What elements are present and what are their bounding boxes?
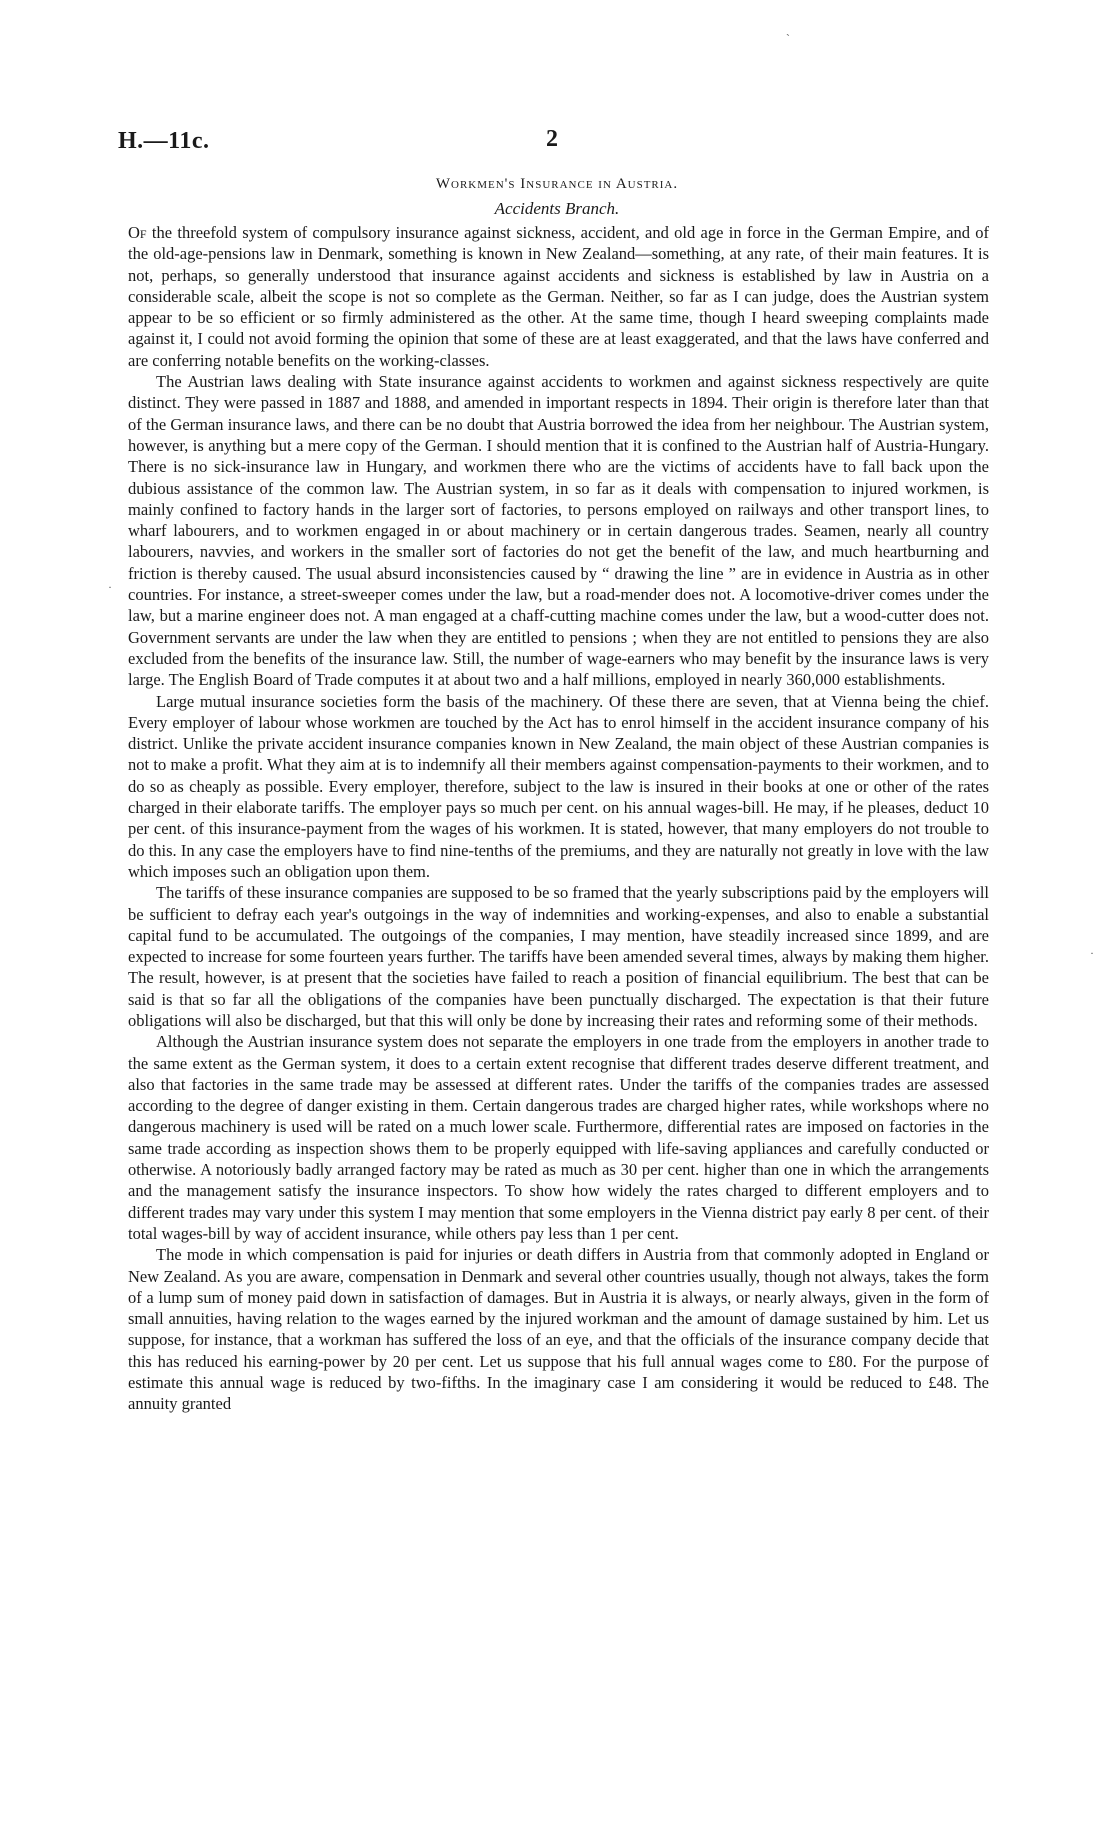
- paragraph: [128, 222, 989, 371]
- scan-mark: ˴: [786, 26, 790, 40]
- paragraph: Large mutual insurance societies form the basis of the machinery. Of these there are seven, that at Vienna being the chief. Every employer of labour whose workmen are touched by the Act has to enrol himself in the accident insurance company of his district. Unlike the private accident insurance companies known in New Zealand, the main object of these Austrian companies is not to make a profit. What they aim at is to indemnify all their members against compensation-payments to their workmen, and to do so as cheaply as possible. Every employer, therefore, subject to the law is insured in their books at one or other of the rates charged in their elaborate tariffs. The employer pays so much per cent. on his annual wages-bill. He may, if he pleases, deduct 10 per cent. of this insurance-payment from the wages of his workmen. It is stated, however, that many employers do not trouble to do this. In any case the employers have to find nine-tenths of the premiums, and they are naturally not greatly in love with the law which imposes such an obligation upon them.: [128, 691, 989, 881]
- paragraph: The mode in which compensation is paid for injuries or death differs in Austria from that commonly adopted in England or New Zealand. As you are aware, compensation in Denmark and several other countries usually, though not always, takes the form of a lump sum of money paid down in satisfaction of damages. But in Austria it is always, or nearly always, given in the form of small annuities, having relation to the wages earned by the injured workman and the amount of damage sustained by him. Let us suppose, for instance, that a workman has suffered the loss of an eye, and that the officials of the insurance company decide that this has reduced his earning-power by 20 per cent. Let us suppose that his full annual wages come to £80. For the purpose of estimate this annual wage is reduced by two-fifths. In the imaginary case I am considering it would be reduced to £48. The annuity granted: [128, 1245, 989, 1414]
- paragraph: The Austrian laws dealing with State insurance against accidents to workmen and against sickness respectively are quite distinct. They were passed in 1887 and 1888, and amended in important respects in 1894. Their origin is therefore later than that of the German insurance laws, and there can be no doubt that Austria borrowed the idea from her neighbour. The Austrian system, however, is anything but a mere copy of the German. I should mention that it is confined to the Austrian half of Austria-Hungary. There is no sick-insurance law in Hungary, and workmen there who are the victims of accidents have to fall back upon the dubious assistance of the common law. The Austrian system, in so far as it deals with compensation to injured workmen, is mainly confined to factory hands in the larger sort of factories, to persons employed on railways and other transport lines, to wharf labourers, and to workmen engaged in or about machinery or in certain dangerous trades. Seamen, nearly all country labourers, navvies, and workers in the smaller sort of factories do not get the benefit of the law, and much heartburning and friction is thereby caused. The usual absurd inconsistencies caused by “ drawing the line ” are in evidence in Austria as in other countries. For instance, a street-sweeper comes under the law, but a road-mender does not. A locomotive-driver comes under the law, but a marine engineer does not. A man engaged at a chaff-cutting machine comes under the law, but a wood-cutter does not. Government servants are under the law when they are entitled to pensions ; when they are not entitled to pensions they are also excluded from the benefits of the insurance law. Still, the number of wage-earners who may benefit by the insurance laws is very large. The English Board of Trade computes it at about two and a half millions, employed in nearly 360,000 establishments.: [128, 372, 989, 690]
- page-number: 2: [546, 126, 558, 152]
- section-title: Workmen's Insurance in Austria.: [435, 176, 679, 192]
- scan-mark: ·: [1090, 946, 1094, 960]
- article-body: [128, 222, 989, 1415]
- paragraph-text: the threefold system of compulsory insurance against sickness, accident, and old age in force in the German Empire, and of the old-age-pensions law in Denmark, something is known in New Zealand—something, at any rate, of their main features. It is not, perhaps, so generally understood that insurance against accidents and sickness is established by law in Austria on a considerable scale, albeit the scope is not so complete as the German. Neither, so far as I can judge, does the Austrian system appear to be so efficient or so firmly administered as the other. At the same time, though I heard sweeping complaints made against it, I could not avoid forming the opinion that some of these are at least exaggerated, and that the laws have conferred and are conferring notable benefits on the working-classes.: [128, 223, 989, 370]
- paragraph: The tariffs of these insurance companies are supposed to be so framed that the yearly subscriptions paid by the employers will be sufficient to defray each year's outgoings in the way of indemnities and working-expenses, and also to enable a substantial capital fund to be accumulated. The outgoings of the companies, I may mention, have steadily increased since 1899, and are expected to increase for some fourteen years further. The tariffs have been amended several times, always by making them higher. The result, however, is at present that the societies have failed to reach a position of financial equilibrium. The best that can be said is that so far all the obligations of the companies have been punctually discharged. The expectation is that their future obligations will also be discharged, but that this will only be done by increasing their rates and reforming some of their methods.: [128, 883, 989, 1030]
- scan-mark: ·: [108, 580, 112, 594]
- paragraph: Although the Austrian insurance system does not separate the employers in one trade from the employers in another trade to the same extent as the German system, it does to a certain extent recognise that different trades deserve different treatment, and also that factories in the same trade may be assessed at different rates. Under the tariffs of the companies trades are assessed according to the degree of danger existing in them. Certain dangerous trades are charged higher rates, while workshops where no dangerous machinery is used will be rated on a much lower scale. Furthermore, differential rates are imposed on factories in the same trade according as inspection shows them to be properly equipped with life-saving appliances and carefully conducted or otherwise. A notoriously badly arranged factory may be rated as much as 30 per cent. higher than one in which the arrangements and the management satisfy the insurance inspectors. To show how widely the rates charged to different employers and to different trades may vary under this system I may mention that some employers in the Vienna district pay early 8 per cent. of their total wages-bill by way of accident insurance, while others pay less than 1 per cent.: [128, 1032, 989, 1243]
- document-reference: H.—11c.: [118, 128, 210, 154]
- section-subtitle: Accidents Branch.: [494, 199, 620, 218]
- opening-word: Of: [128, 223, 147, 242]
